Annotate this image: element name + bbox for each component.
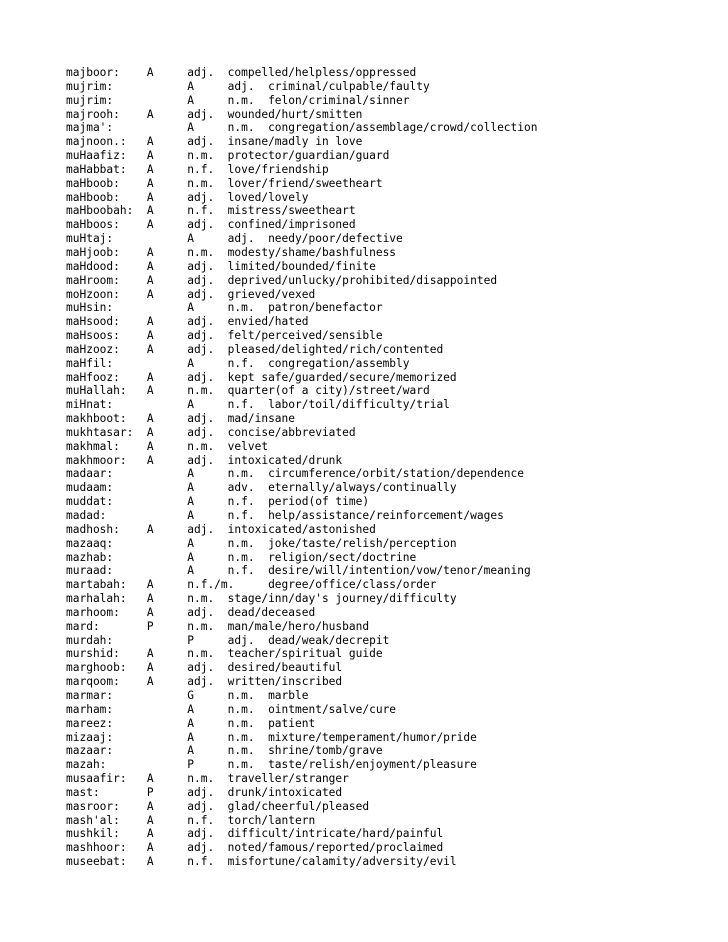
glossary-entry: mazaaq: A n.m. joke/taste/relish/perception (66, 536, 457, 550)
glossary-entry: mashhoor: A adj. noted/famous/reported/proclaimed (66, 841, 444, 855)
glossary-entry: madhosh: A adj. intoxicated/astonished (66, 522, 376, 536)
glossary-entry: maHfooz: A adj. kept safe/guarded/secure/memorized (66, 370, 457, 384)
glossary-entry: maHboos: A adj. confined/imprisoned (66, 218, 356, 232)
glossary-entry: mast: P adj. drunk/intoxicated (66, 785, 343, 799)
glossary-entry: mazaar: A n.m. shrine/tomb/grave (66, 744, 383, 758)
glossary-entry: majnoon.: A adj. insane/madly in love (66, 135, 363, 149)
glossary-entries (66, 66, 716, 869)
glossary-entry: makhmoor: A adj. intoxicated/drunk (66, 453, 343, 467)
glossary-entry: mujrim: A n.m. felon/criminal/sinner (66, 93, 410, 107)
glossary-entry: maHabbat: A n.f. love/friendship (66, 162, 329, 176)
glossary-entry: musaafir: A n.m. traveller/stranger (66, 772, 349, 786)
glossary-entry: marmar: G n.m. marble (66, 688, 309, 702)
glossary-entry: makhmal: A n.m. velvet (66, 439, 269, 453)
glossary-entry: museebat: A n.f. misfortune/calamity/adversity/evil (66, 855, 457, 869)
glossary-entry: masroor: A adj. glad/cheerful/pleased (66, 799, 370, 813)
glossary-entry: makhboot: A adj. mad/insane (66, 412, 296, 426)
glossary-entry: miHnat: A n.f. labor/toil/difficulty/trial (66, 398, 450, 412)
glossary-entry: majma': A n.m. congregation/assemblage/crowd/collection (66, 121, 538, 135)
glossary-entry: mazhab: A n.m. religion/sect/doctrine (66, 550, 417, 564)
glossary-entry: marhalah: A n.m. stage/inn/day's journey/difficulty (66, 592, 457, 606)
glossary-entry: muHallah: A n.m. quarter(of a city)/street/ward (66, 384, 430, 398)
glossary-entry: madaar: A n.m. circumference/orbit/station/dependence (66, 467, 525, 481)
glossary-entry: maHfil: A n.f. congregation/assembly (66, 356, 410, 370)
glossary-entry: marqoom: A adj. written/inscribed (66, 675, 343, 689)
glossary-entry: mash'al: A n.f. torch/lantern (66, 813, 316, 827)
glossary-entry: maHsoos: A adj. felt/perceived/sensible (66, 329, 383, 343)
glossary-entry: maHboob: A n.m. lover/friend/sweetheart (66, 176, 383, 190)
glossary-entry: muHsin: A n.m. patron/benefactor (66, 301, 383, 315)
glossary-entry: mazah: P n.m. taste/relish/enjoyment/pleasure (66, 758, 477, 772)
glossary-entry: mareez: A n.m. patient (66, 716, 316, 730)
glossary-entry: majboor: A adj. compelled/helpless/oppressed (66, 66, 417, 79)
glossary-entry: muHtaj: A adj. needy/poor/defective (66, 232, 403, 246)
glossary-entry: maHboobah: A n.f. mistress/sweetheart (66, 204, 356, 218)
glossary-entry: mujrim: A adj. criminal/culpable/faulty (66, 79, 430, 93)
glossary-entry: madad: A n.f. help/assistance/reinforcement/wages (66, 509, 504, 522)
glossary-entry: mushkil: A adj. difficult/intricate/hard/painful (66, 827, 444, 841)
glossary-entry: mard: P n.m. man/male/hero/husband (66, 619, 370, 633)
glossary-entry: murdah: P adj. dead/weak/decrepit (66, 633, 390, 647)
glossary-entry: moHzoon: A adj. grieved/vexed (66, 287, 316, 301)
glossary-entry: marhoom: A adj. dead/deceased (66, 605, 316, 619)
glossary-entry: maHjoob: A n.m. modesty/shame/bashfulness (66, 245, 397, 259)
glossary-entry: maHboob: A adj. loved/lovely (66, 190, 309, 204)
glossary-entry: maHzooz: A adj. pleased/delighted/rich/contented (66, 342, 444, 356)
glossary-entry: maHdood: A adj. limited/bounded/finite (66, 259, 376, 273)
glossary-entry: marghoob: A adj. desired/beautiful (66, 661, 343, 675)
glossary-entry: maHroom: A adj. deprived/unlucky/prohibited/disappointed (66, 273, 498, 287)
glossary-entry: murshid: A n.m. teacher/spiritual guide (66, 647, 383, 661)
glossary-entry: muddat: A n.f. period(of time) (66, 495, 370, 509)
glossary-entry: muraad: A n.f. desire/will/intention/vow/tenor/meaning (66, 564, 531, 578)
glossary-entry: mizaaj: A n.m. mixture/temperament/humor/pride (66, 730, 477, 744)
glossary-entry: muHaafiz: A n.m. protector/guardian/guard (66, 149, 390, 163)
glossary-entry: martabah: A n.f./m. degree/office/class/order (66, 578, 437, 592)
glossary-entry: marham: A n.m. ointment/salve/cure (66, 702, 397, 716)
glossary-entry: majrooh: A adj. wounded/hurt/smitten (66, 107, 363, 121)
glossary-entry: mukhtasar: A adj. concise/abbreviated (66, 425, 356, 439)
glossary-entry: maHsood: A adj. envied/hated (66, 315, 309, 329)
glossary-page (66, 66, 716, 869)
glossary-entry: mudaam: A adv. eternally/always/continually (66, 481, 457, 495)
